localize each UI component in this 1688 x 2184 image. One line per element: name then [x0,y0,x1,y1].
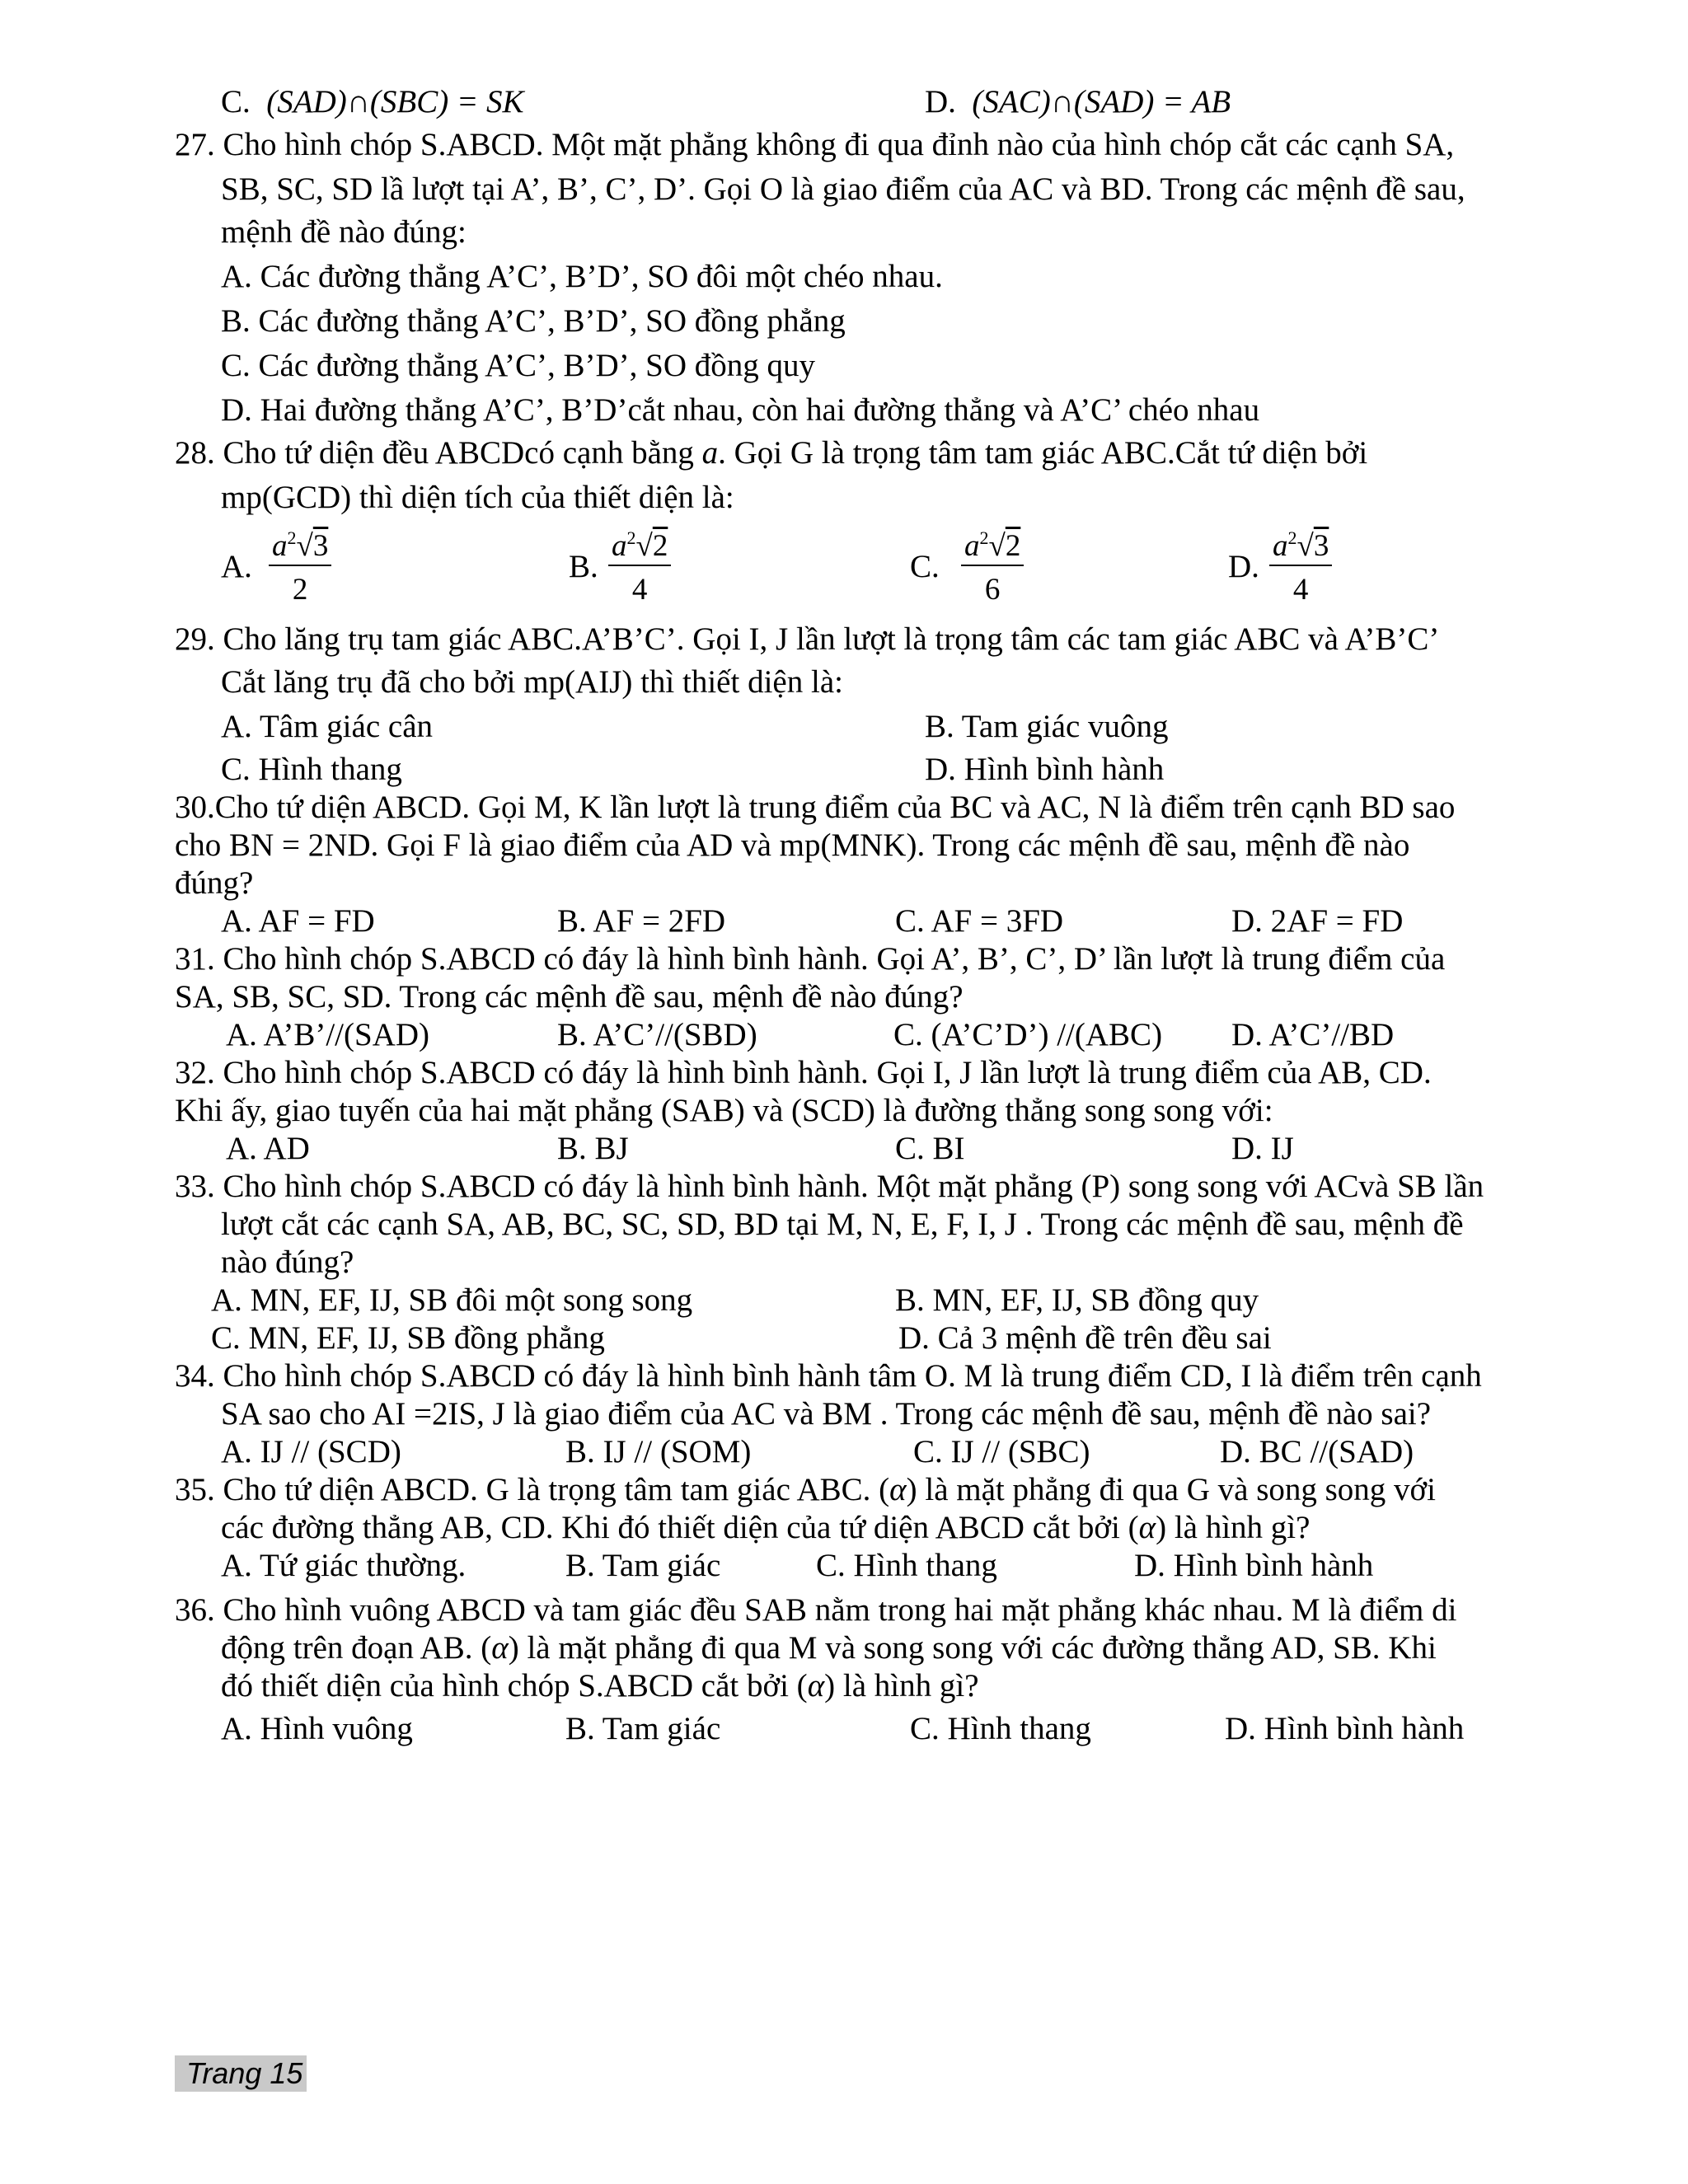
q30-stem-line-2: cho BN = 2ND. Gọi F là giao điểm của AD và mp(MNK). Trong các mệnh đề sau, mệnh đề nào [175,827,1410,863]
q28-option-b-fraction: $\frac{a^2√2}{4}$ [608,529,671,605]
q29-option-b: B. Tam giác vuông [925,709,1169,744]
option-math: (SAC)∩(SAD) = AB [972,84,1231,120]
q33-stem-line-3: nào đúng? [221,1244,354,1280]
q26-option-c [221,86,524,118]
q36-stem-line-3: đó thiết diện của hình chóp S.ABCD cắt bởi (α) là hình gì? [221,1668,979,1704]
q27-option-a: A. Các đường thẳng A’C’, B’D’, SO đôi một chéo nhau. [221,259,943,294]
q32-stem-line-2: Khi ấy, giao tuyến của hai mặt phẳng (SAB) và (SCD) là đường thẳng song song với: [175,1093,1273,1128]
q32-option-d: D. IJ [1231,1131,1294,1166]
q32-option-a: A. AD [226,1131,310,1166]
q33-stem-line-1: 33. Cho hình chóp S.ABCD có đáy là hình bình hành. Một mặt phẳng (P) song song với ACvà SB lần [175,1169,1484,1204]
option-label: C. [221,84,251,120]
q33-option-a: A. MN, EF, IJ, SB đôi một song song [211,1282,693,1318]
q30-option-d: D. 2AF = FD [1231,903,1404,939]
q28-option-c-fraction: $\frac{a^2√2}{6}$ [961,529,1024,605]
q33-option-b: B. MN, EF, IJ, SB đồng quy [895,1282,1259,1318]
q29-option-c: C. Hình thang [221,752,402,787]
q35-option-d: D. Hình bình hành [1134,1548,1374,1583]
q36-option-d: D. Hình bình hành [1225,1711,1465,1746]
q34-option-d: D. BC //(SAD) [1220,1434,1414,1469]
q30-stem-line-3: đúng? [175,865,254,901]
q30-option-b: B. AF = 2FD [557,903,726,939]
q36-option-b: B. Tam giác [565,1711,721,1746]
variable-a: a [701,435,719,471]
q30-stem-line-1: 30.Cho tứ diện ABCD. Gọi M, K lần lượt là trung điểm của BC và AC, N là điểm trên cạnh BD sao [175,790,1456,825]
q29-stem-line-2: Cắt lăng trụ đã cho bởi mp(AIJ) thì thiết diện là: [221,664,843,700]
q28-option-d-fraction: $\frac{a^2√3}{4}$ [1269,529,1332,605]
q27-stem-line-2: SB, SC, SD lầ lượt tại A’, B’, C’, D’. Gọi O là giao điểm của AC và BD. Trong các mệnh đề sau, [221,171,1465,207]
q32-stem-line-1: 32. Cho hình chóp S.ABCD có đáy là hình bình hành. Gọi I, J lần lượt là trung điểm của AB, CD. [175,1055,1432,1090]
q36-stem-line-2: động trên đoạn AB. (α) là mặt phẳng đi qua M và song song với các đường thẳng AD, SB. Khi [221,1630,1437,1666]
q31-option-d: D. A’C’//BD [1231,1017,1395,1052]
q36-stem-line-1: 36. Cho hình vuông ABCD và tam giác đều SAB nằm trong hai mặt phẳng khác nhau. M là điểm di [175,1592,1457,1628]
q34-option-b: B. IJ // (SOM) [565,1434,752,1469]
q36-option-a: A. Hình vuông [221,1711,413,1746]
q35-option-a: A. Tứ giác thường. [221,1548,467,1583]
q28-option-c-label: C. [910,549,940,584]
q35-option-b: B. Tam giác [565,1548,721,1583]
q28-option-a-label: A. [221,549,252,584]
q27-option-c: C. Các đường thẳng A’C’, B’D’, SO đồng quy [221,348,815,383]
q33-option-c: C. MN, EF, IJ, SB đồng phẳng [211,1320,605,1356]
q31-stem-line-1: 31. Cho hình chóp S.ABCD có đáy là hình bình hành. Gọi A’, B’, C’, D’ lần lượt là trung điểm của [175,941,1446,977]
q27-option-d: D. Hai đường thẳng A’C’, B’D’cắt nhau, còn hai đường thẳng và A’C’ chéo nhau [221,392,1260,428]
alpha-symbol: α [889,1472,907,1507]
q31-option-a: A. A’B’//(SAD) [226,1017,430,1052]
q35-stem-line-2: các đường thẳng AB, CD. Khi đó thiết diện của tứ diện ABCD cắt bởi (α) là hình gì? [221,1510,1311,1545]
q34-stem-line-2: SA sao cho AI =2IS, J là giao điểm của AC và BM . Trong các mệnh đề sau, mệnh đề nào sai? [221,1396,1432,1432]
q31-option-c: C. (A’C’D’) //(ABC) [893,1017,1163,1052]
q31-option-b: B. A’C’//(SBD) [557,1017,757,1052]
q31-stem-line-2: SA, SB, SC, SD. Trong các mệnh đề sau, mệnh đề nào đúng? [175,979,964,1015]
q36-option-c: C. Hình thang [910,1711,1091,1746]
alpha-symbol: α [1138,1510,1156,1545]
q33-option-d: D. Cả 3 mệnh đề trên đều sai [898,1320,1272,1356]
q28-option-d-label: D. [1228,549,1259,584]
q32-option-c: C. BI [895,1131,965,1166]
q34-option-a: A. IJ // (SCD) [221,1434,401,1469]
q27-option-b: B. Các đường thẳng A’C’, B’D’, SO đồng phẳng [221,303,846,339]
q28-stem-line-1: 28. Cho tứ diện đều ABCDcó cạnh bằng a. Gọi G là trọng tâm tam giác ABC.Cắt tứ diện bởi [175,435,1368,471]
alpha-symbol: α [807,1668,825,1704]
alpha-symbol: α [491,1630,509,1666]
q33-stem-line-2: lượt cắt các cạnh SA, AB, BC, SC, SD, BD tại M, N, E, F, I, J . Trong các mệnh đề sau, mệnh đề [221,1207,1464,1242]
q34-stem-line-1: 34. Cho hình chóp S.ABCD có đáy là hình bình hành tâm O. M là trung điểm CD, I là điểm trên cạnh [175,1358,1482,1394]
q35-option-c: C. Hình thang [816,1548,997,1583]
q34-option-c: C. IJ // (SBC) [913,1434,1090,1469]
q29-option-d: D. Hình bình hành [925,752,1165,787]
q28-option-b-label: B. [569,549,598,584]
q30-option-a: A. AF = FD [221,903,375,939]
q28-option-a-fraction: $\frac{a^2√3}{2}$ [269,529,331,605]
q32-option-b: B. BJ [557,1131,629,1166]
q27-stem-line-1: 27. Cho hình chóp S.ABCD. Một mặt phẳng không đi qua đỉnh nào của hình chóp cắt các cạnh SA, [175,127,1455,162]
q30-option-c: C. AF = 3FD [895,903,1064,939]
q26-option-d [925,86,1231,118]
q28-stem-line-2: mp(GCD) thì diện tích của thiết diện là: [221,480,734,515]
page-number-footer: Trang 15 [175,2055,307,2092]
option-math: (SAD)∩(SBC) = SK [266,84,524,120]
q29-stem-line-1: 29. Cho lăng trụ tam giác ABC.A’B’C’. Gọi I, J lần lượt là trọng tâm các tam giác ABC và A’B’C’ [175,621,1440,657]
q35-stem-line-1: 35. Cho tứ diện ABCD. G là trọng tâm tam giác ABC. (α) là mặt phẳng đi qua G và song song với [175,1472,1437,1507]
option-label: D. [925,84,956,120]
q27-stem-line-3: mệnh đề nào đúng: [221,214,467,250]
q29-option-a: A. Tâm giác cân [221,709,434,744]
